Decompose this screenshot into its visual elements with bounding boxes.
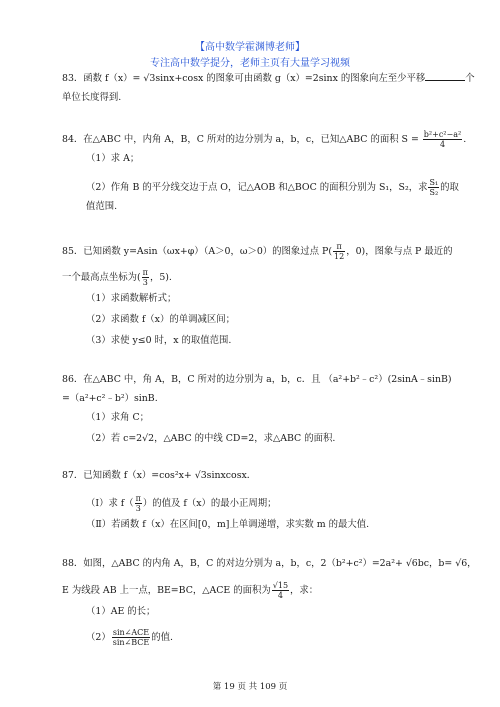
- q84-text-a: 84．在△ABC 中，内角 A，B，C 所对的边分别为 a，b，c，已知△ABC 的面积 S =: [62, 134, 419, 145]
- q83-line1: [62, 72, 475, 85]
- q83-answer-blank: [425, 72, 465, 81]
- q85-part2: （2）求函数 f（x）的单调减区间；: [86, 314, 235, 325]
- q85-p-fraction: $\frac{\pi}{12}$: [334, 242, 345, 261]
- page-number: 第 19 页 共 109 页: [212, 682, 288, 692]
- q88-part1: （1）AE 的长；: [86, 606, 156, 617]
- q88-part2: （2） $\frac{\text{sin∠ACE}}{\text{sin∠BCE}}$ 的值.: [86, 628, 173, 647]
- q84-area-fraction: $\frac{\text{b²+c²−a²}}{4}$: [423, 130, 462, 149]
- q87-part1: （Ⅰ）求 f（ $\frac{\pi}{3}$ ）的值及 f（x）的最小正周期；: [86, 494, 277, 513]
- q85-part3: （3）求使 y≤0 时，x 的取值范围.: [86, 335, 232, 346]
- q83-text-a: 83．函数 f（x）= √3sinx+cosx 的图象可由函数 g（x）=2sinx 的图象向左至少平移: [62, 73, 426, 84]
- q86-part1: （1）求角 C；: [86, 412, 149, 423]
- q84-part2: （2）作角 B 的平分线交边于点 O，记△AOB 和△BOC 的面积分别为 S₁，S₂，求 $\frac{\text{S₁}}{\text{S₂}}$ 的取: [86, 178, 459, 197]
- q84-part1: （1）求 A；: [86, 153, 140, 164]
- q85-h-fraction: $\frac{\pi}{3}$: [142, 268, 148, 287]
- q88-sin-fraction: $\frac{\text{sin∠ACE}}{\text{sin∠BCE}}$: [112, 628, 150, 647]
- q87-line1: 87．已知函数 f（x）=cos²x+ √3sinxcosx．: [62, 470, 257, 481]
- q83-text-b: 个: [465, 73, 475, 84]
- q84-part2-cont: 值范围.: [86, 201, 118, 212]
- q88-area-fraction: $\frac{√15}{4}$: [272, 581, 289, 600]
- header-subtitle: 专注高中数学提分，老师主页有大量学习视频: [150, 58, 350, 69]
- q85-line1: 85．已知函数 y=Asin（ωx+φ）（A＞0，ω＞0）的图象过点 P( $\frac{\pi}{12}$ ，0)，图象与点 P 最近的: [62, 242, 453, 261]
- q84-ratio-fraction: $\frac{\text{S₁}}{\text{S₂}}$: [429, 178, 439, 197]
- q86-part2: （2）若 c=2√2，△ABC 的中线 CD=2，求△ABC 的面积.: [86, 433, 336, 444]
- q85-part1: （1）求函数解析式；: [86, 293, 177, 304]
- q87-f-fraction: $\frac{\pi}{3}$: [135, 494, 141, 513]
- q86-line1: 86．在△ABC 中，角 A，B，C 所对的边分别为 a，b，c．且 （a²+b²﹣c²）(2sinA﹣sinB): [62, 374, 452, 385]
- header-title: 【高中数学霍渊博老师】: [195, 42, 305, 53]
- q86-line2: =（a²+c²﹣b²）sinB.: [62, 393, 158, 404]
- q83-line2: 单位长度得到.: [62, 92, 122, 103]
- q84-line1: 84．在△ABC 中，内角 A，B，C 所对的边分别为 a，b，c，已知△ABC 的面积 S = $\frac{\text{b²+c²−a²}}{4}$ .: [62, 130, 467, 149]
- q85-line2: 一个最高点坐标为( $\frac{\pi}{3}$ ，5).: [62, 268, 172, 287]
- q88-line2: E 为线段 AB 上一点，BE=BC，△ACE 的面积为 $\frac{√15}{4}$ ，求：: [62, 581, 319, 600]
- q88-line1: 88．如图，△ABC 的内角 A，B，C 的对边分别为 a，b，c，2（b²+c²）=2a²+ √6bc，b= √6，: [62, 558, 477, 569]
- q87-part2: （Ⅱ）若函数 f（x）在区间[0，m]上单调递增，求实数 m 的最大值.: [86, 519, 370, 530]
